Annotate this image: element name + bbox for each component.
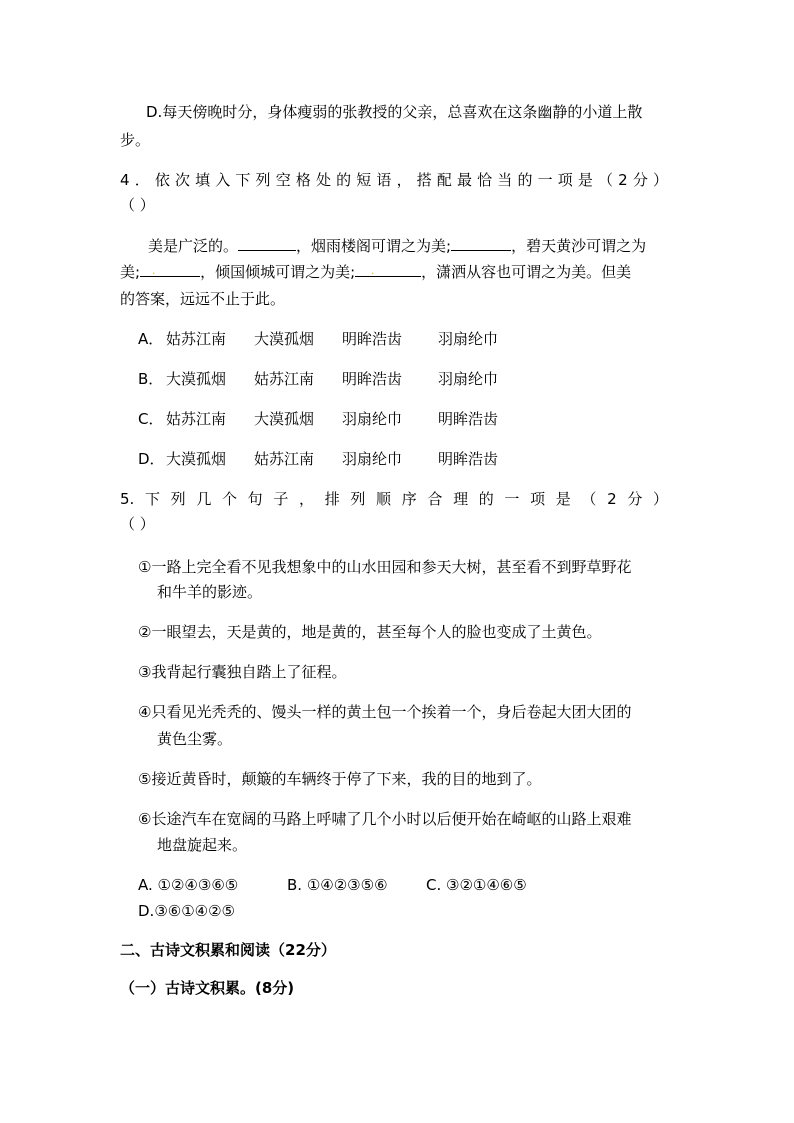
option-item: 明眸浩齿: [342, 330, 403, 348]
q5-sentence-4-line2: 黄色尘雾。: [157, 730, 233, 748]
option-item: 大漠孤烟: [254, 330, 315, 348]
q5-sentence-3: ③我背起行囊独自踏上了征程。: [138, 663, 347, 681]
q5-option-d: D.③⑥①④②⑤: [138, 902, 236, 920]
blank-4: .: [355, 262, 421, 277]
option-item: 姑苏江南: [254, 450, 315, 468]
option-item: 姑苏江南: [166, 410, 227, 428]
section-2-title: 二、古诗文积累和阅读（22分）: [120, 941, 336, 959]
q4-passage-line3: 的答案，远远不止于此。: [120, 290, 286, 308]
blank-3: .: [140, 262, 200, 277]
option-label: C．: [138, 410, 164, 428]
option-item: 羽扇纶巾: [342, 410, 403, 428]
q4-option-d: [138, 449, 498, 469]
option-item: 姑苏江南: [254, 370, 315, 388]
option-label: A．: [138, 330, 164, 348]
q4-passage-text: 美是广泛的。: [148, 237, 239, 255]
q4-passage-line2: [120, 262, 631, 282]
blank-1: [238, 236, 296, 251]
q5-sentence-6-line2: 地盘旋起来。: [157, 836, 248, 854]
q5-stem: 5.下列几个句子，排列顺序合理的一项是（2分）: [120, 490, 668, 508]
q4-answer-paren: （ ）: [120, 196, 155, 214]
option-item: 明眸浩齿: [438, 450, 499, 468]
q5-answer-paren: （ ）: [120, 515, 155, 533]
option-item: 大漠孤烟: [254, 410, 315, 428]
q3-option-d-line1: D.每天傍晚时分，身体瘦弱的张教授的父亲，总喜欢在这条幽静的小道上散: [146, 103, 643, 121]
option-label: B．: [138, 370, 164, 388]
q5-sentence-4-line1: ④只看见光秃秃的、馒头一样的黄土包一个挨着一个，身后卷起大团大团的: [138, 703, 632, 721]
q5-option-b: B. ①④②③⑤⑥: [287, 876, 388, 894]
q4-passage-text: ，倾国倾城可谓之为美;: [200, 263, 356, 281]
option-item: 明眸浩齿: [438, 410, 499, 428]
q5-sentence-1-line1: ①一路上完全看不见我想象中的山水田园和参天大树，甚至看不到野草野花: [138, 558, 632, 576]
q4-option-b: [138, 369, 498, 389]
option-item: 羽扇纶巾: [342, 450, 403, 468]
q4-passage-line1: [148, 236, 646, 256]
q4-passage-text: ，烟雨楼阁可谓之为美;: [296, 237, 452, 255]
option-item: 大漠孤烟: [166, 370, 227, 388]
q5-sentence-2: ②一眼望去，天是黄的，地是黄的，甚至每个人的脸也变成了土黄色。: [138, 623, 602, 641]
q4-passage-text: ，潇洒从容也可谓之为美。但美: [421, 263, 632, 281]
q4-stem: 4．依次填入下列空格处的短语，搭配最恰当的一项是（2分）: [120, 171, 668, 189]
section-2-subsection-1: （一）古诗文积累。(8分): [120, 979, 295, 997]
q5-sentence-5: ⑤接近黄昏时，颠簸的车辆终于停了下来，我的目的地到了。: [138, 770, 542, 788]
option-item: 大漠孤烟: [166, 450, 227, 468]
q3-option-d-line2: 步。: [120, 131, 151, 149]
q4-passage-text: ，碧天黄沙可谓之为: [511, 237, 647, 255]
q5-option-c: C. ③②①④⑥⑤: [426, 876, 527, 894]
option-item: 明眸浩齿: [342, 370, 403, 388]
q4-passage-text: 美;: [120, 263, 141, 281]
q5-sentence-1-line2: 和牛羊的影迹。: [157, 583, 263, 601]
q5-sentence-6-line1: ⑥长途汽车在宽阔的马路上呼啸了几个小时以后便开始在崎岖的山路上艰难: [138, 810, 632, 828]
blank-2: [451, 236, 511, 251]
q5-option-a: A. ①②④③⑥⑤: [138, 876, 239, 894]
option-item: 姑苏江南: [166, 330, 227, 348]
option-item: 羽扇纶巾: [438, 330, 499, 348]
option-label: D．: [138, 450, 165, 468]
option-item: 羽扇纶巾: [438, 370, 499, 388]
q4-option-c: [138, 409, 498, 429]
q4-option-a: [138, 329, 498, 349]
